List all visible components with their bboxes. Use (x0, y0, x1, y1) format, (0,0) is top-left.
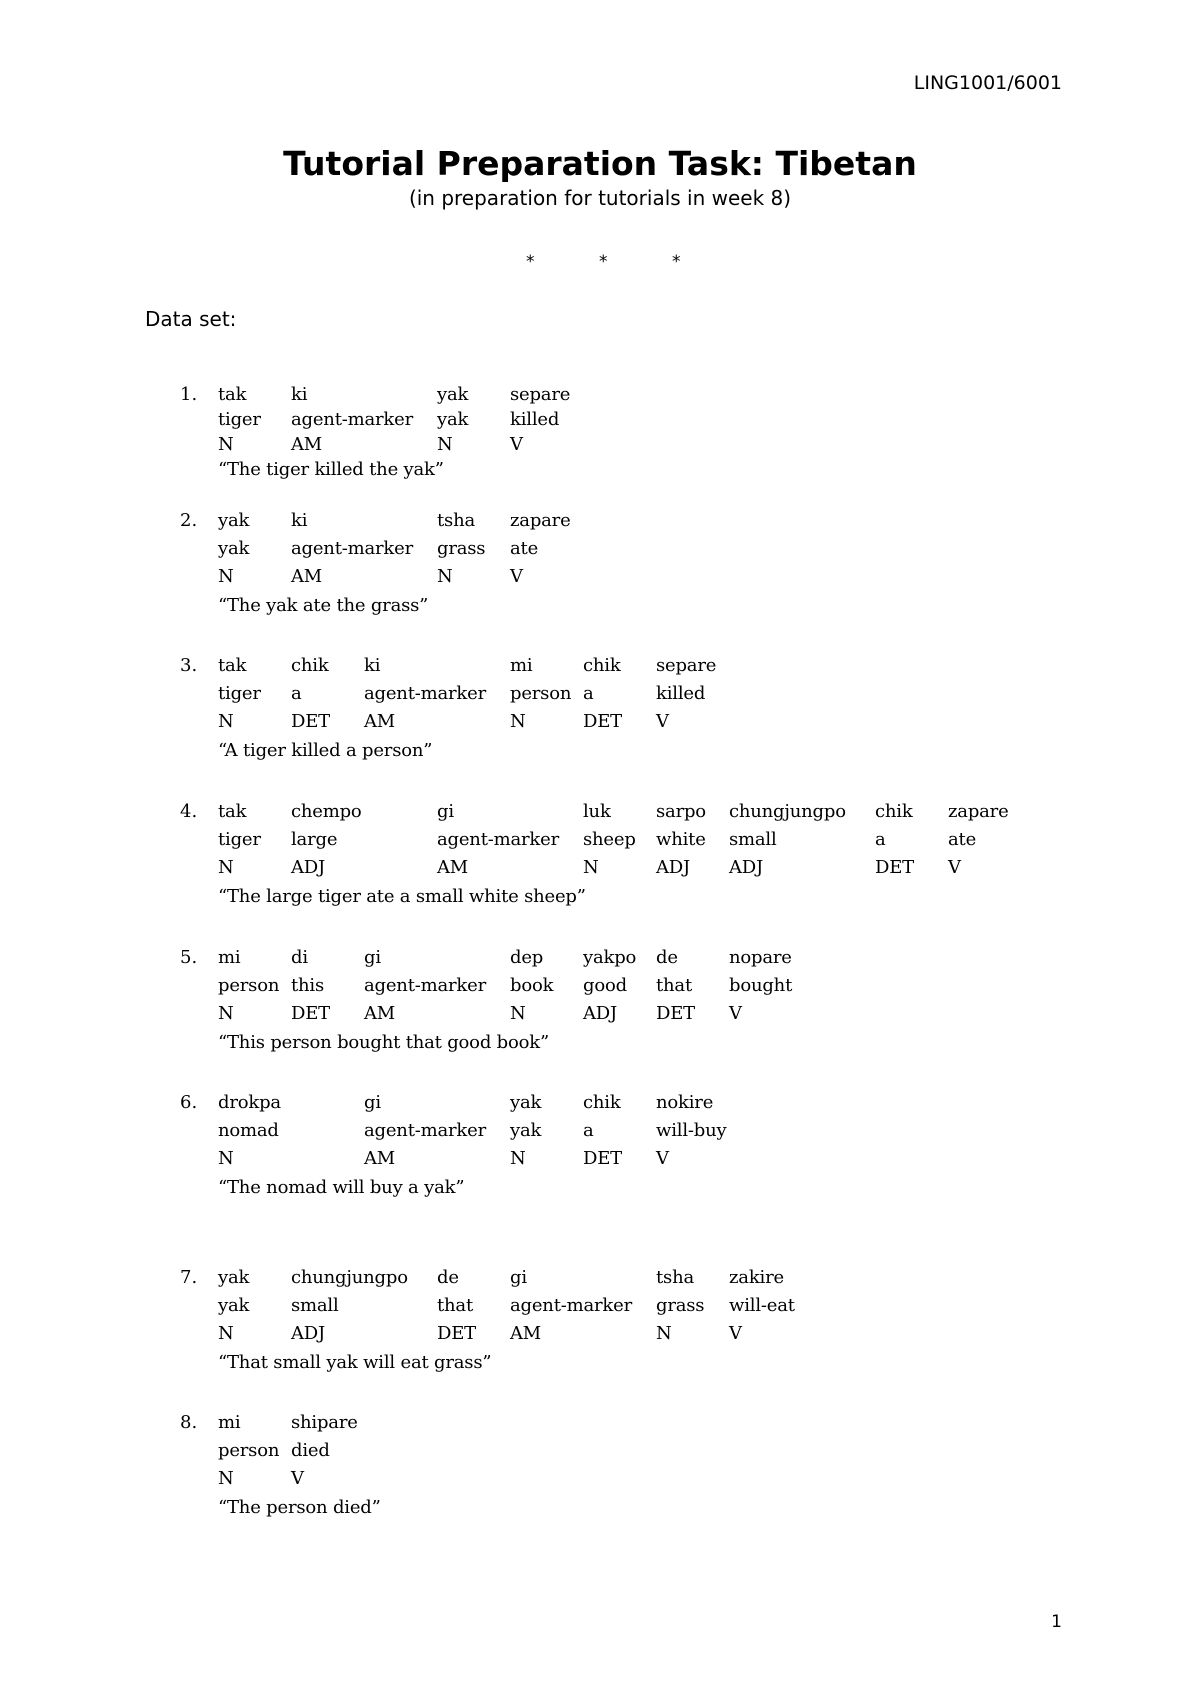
tibetan-word: di (291, 947, 308, 968)
tibetan-word: yakpo (583, 947, 637, 968)
tibetan-word: ki (291, 510, 308, 531)
pos-tag: N (218, 857, 234, 878)
gloss-word: large (291, 829, 338, 850)
pos-tag: N (437, 566, 453, 587)
pos-tag: DET (437, 1323, 476, 1344)
separator-star: * (672, 252, 681, 272)
tibetan-word: separe (510, 384, 571, 405)
section-label: Data set: (145, 307, 237, 331)
gloss-word: agent-marker (291, 538, 413, 559)
tibetan-word: de (437, 1267, 459, 1288)
tibetan-word: nopare (729, 947, 792, 968)
gloss-word: died (291, 1440, 330, 1461)
pos-tag: N (218, 1323, 234, 1344)
gloss-word: yak (437, 409, 469, 430)
pos-tag: V (510, 434, 523, 455)
tibetan-word: zapare (510, 510, 571, 531)
tibetan-word: sarpo (656, 801, 706, 822)
pos-tag: V (656, 1148, 669, 1169)
gloss-word: person (218, 1440, 280, 1461)
tibetan-word: de (656, 947, 678, 968)
tibetan-word: chik (583, 1092, 621, 1113)
example-number: 1. (180, 384, 198, 405)
tibetan-word: separe (656, 655, 717, 676)
gloss-word: ate (948, 829, 977, 850)
tibetan-word: tsha (656, 1267, 694, 1288)
pos-tag: AM (510, 1323, 542, 1344)
gloss-word: will-eat (729, 1295, 795, 1316)
pos-tag: AM (364, 711, 396, 732)
pos-tag: N (510, 1148, 526, 1169)
gloss-word: tiger (218, 409, 261, 430)
gloss-word: small (291, 1295, 339, 1316)
tibetan-word: drokpa (218, 1092, 281, 1113)
example-number: 3. (180, 655, 198, 676)
pos-tag: N (218, 1003, 234, 1024)
pos-tag: N (510, 1003, 526, 1024)
tibetan-word: mi (218, 947, 241, 968)
free-translation: “The nomad will buy a yak” (218, 1177, 465, 1198)
gloss-word: agent-marker (291, 409, 413, 430)
gloss-word: a (583, 1120, 594, 1141)
separator-star: * (526, 252, 535, 272)
example-number: 4. (180, 801, 198, 822)
gloss-word: bought (729, 975, 793, 996)
tibetan-word: chik (583, 655, 621, 676)
tibetan-word: zapare (948, 801, 1009, 822)
pos-tag: V (729, 1003, 742, 1024)
pos-tag: AM (291, 566, 323, 587)
pos-tag: ADJ (656, 857, 691, 878)
gloss-word: yak (218, 538, 250, 559)
pos-tag: N (437, 434, 453, 455)
gloss-word: tiger (218, 683, 261, 704)
gloss-word: that (437, 1295, 473, 1316)
pos-tag: DET (875, 857, 914, 878)
tibetan-word: ki (364, 655, 381, 676)
gloss-word: white (656, 829, 706, 850)
tibetan-word: luk (583, 801, 611, 822)
page-subtitle: (in preparation for tutorials in week 8) (408, 186, 792, 210)
example-number: 6. (180, 1092, 198, 1113)
tibetan-word: dep (510, 947, 544, 968)
tibetan-word: yak (437, 384, 469, 405)
pos-tag: N (218, 711, 234, 732)
pos-tag: AM (364, 1148, 396, 1169)
gloss-word: book (510, 975, 554, 996)
pos-tag: ADJ (291, 857, 326, 878)
tibetan-word: gi (364, 1092, 381, 1113)
gloss-word: agent-marker (364, 975, 486, 996)
pos-tag: ADJ (583, 1003, 618, 1024)
pos-tag: N (656, 1323, 672, 1344)
tibetan-word: chungjungpo (729, 801, 846, 822)
gloss-word: small (729, 829, 777, 850)
tibetan-word: mi (218, 1412, 241, 1433)
pos-tag: DET (291, 711, 330, 732)
pos-tag: DET (291, 1003, 330, 1024)
free-translation: “That small yak will eat grass” (218, 1352, 492, 1373)
gloss-word: a (291, 683, 302, 704)
gloss-word: person (510, 683, 572, 704)
tibetan-word: mi (510, 655, 533, 676)
pos-tag: AM (437, 857, 469, 878)
tibetan-word: gi (510, 1267, 527, 1288)
gloss-word: tiger (218, 829, 261, 850)
free-translation: “This person bought that good book” (218, 1032, 549, 1053)
gloss-word: that (656, 975, 692, 996)
pos-tag: DET (583, 1148, 622, 1169)
tibetan-word: nokire (656, 1092, 714, 1113)
free-translation: “The tiger killed the yak” (218, 459, 444, 480)
tibetan-word: chempo (291, 801, 362, 822)
page-number: 1 (1051, 1612, 1062, 1632)
gloss-word: a (875, 829, 886, 850)
example-number: 8. (180, 1412, 198, 1433)
pos-tag: N (510, 711, 526, 732)
tibetan-word: tak (218, 801, 247, 822)
tibetan-word: gi (364, 947, 381, 968)
tibetan-word: ki (291, 384, 308, 405)
gloss-word: killed (510, 409, 560, 430)
pos-tag: AM (291, 434, 323, 455)
page-title: Tutorial Preparation Task: Tibetan (283, 144, 917, 183)
example-number: 5. (180, 947, 198, 968)
pos-tag: DET (656, 1003, 695, 1024)
example-number: 7. (180, 1267, 198, 1288)
pos-tag: N (218, 566, 234, 587)
tibetan-word: chik (875, 801, 913, 822)
free-translation: “A tiger killed a person” (218, 740, 433, 761)
pos-tag: V (656, 711, 669, 732)
example-number: 2. (180, 510, 198, 531)
tibetan-word: shipare (291, 1412, 358, 1433)
gloss-word: a (583, 683, 594, 704)
pos-tag: AM (364, 1003, 396, 1024)
gloss-word: grass (656, 1295, 705, 1316)
pos-tag: N (218, 1468, 234, 1489)
pos-tag: V (510, 566, 523, 587)
gloss-word: yak (218, 1295, 250, 1316)
gloss-word: sheep (583, 829, 636, 850)
free-translation: “The large tiger ate a small white sheep” (218, 886, 586, 907)
tibetan-word: gi (437, 801, 454, 822)
tibetan-word: tak (218, 384, 247, 405)
gloss-word: nomad (218, 1120, 279, 1141)
gloss-word: agent-marker (364, 683, 486, 704)
gloss-word: grass (437, 538, 486, 559)
tibetan-word: zakire (729, 1267, 784, 1288)
gloss-word: agent-marker (510, 1295, 632, 1316)
separator-star: * (599, 252, 608, 272)
tibetan-word: yak (510, 1092, 542, 1113)
pos-tag: N (583, 857, 599, 878)
gloss-word: agent-marker (364, 1120, 486, 1141)
pos-tag: N (218, 434, 234, 455)
tibetan-word: tsha (437, 510, 475, 531)
tibetan-word: chungjungpo (291, 1267, 408, 1288)
gloss-word: person (218, 975, 280, 996)
tibetan-word: yak (218, 510, 250, 531)
free-translation: “The person died” (218, 1497, 381, 1518)
course-code: LING1001/6001 (913, 72, 1062, 94)
gloss-word: ate (510, 538, 539, 559)
pos-tag: N (218, 1148, 234, 1169)
gloss-word: killed (656, 683, 706, 704)
gloss-word: good (583, 975, 627, 996)
tibetan-word: yak (218, 1267, 250, 1288)
pos-tag: V (729, 1323, 742, 1344)
pos-tag: ADJ (729, 857, 764, 878)
gloss-word: yak (510, 1120, 542, 1141)
gloss-word: agent-marker (437, 829, 559, 850)
pos-tag: ADJ (291, 1323, 326, 1344)
pos-tag: DET (583, 711, 622, 732)
pos-tag: V (948, 857, 961, 878)
gloss-word: this (291, 975, 325, 996)
gloss-word: will-buy (656, 1120, 727, 1141)
tibetan-word: tak (218, 655, 247, 676)
tibetan-word: chik (291, 655, 329, 676)
pos-tag: V (291, 1468, 304, 1489)
free-translation: “The yak ate the grass” (218, 595, 429, 616)
